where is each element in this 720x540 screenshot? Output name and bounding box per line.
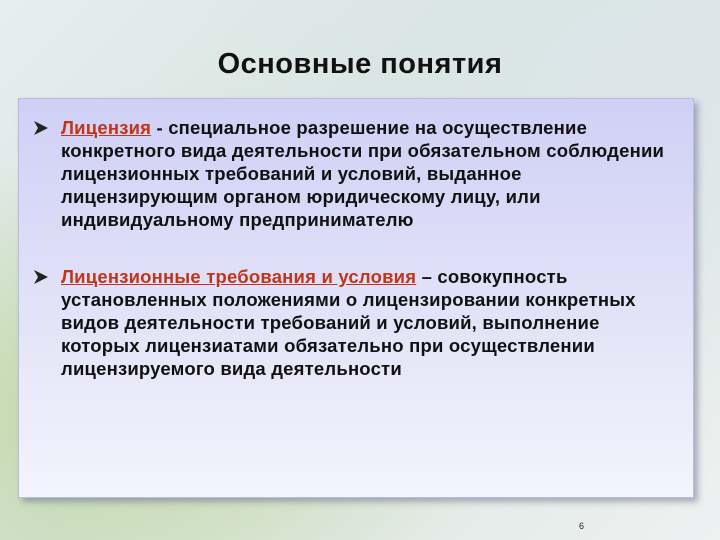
definition-text xyxy=(61,116,679,231)
slide-title: Основные понятия xyxy=(217,48,503,80)
definition-item-license xyxy=(33,116,679,231)
definition-item-requirements xyxy=(33,265,679,380)
arrowhead-bullet-icon xyxy=(33,265,61,290)
term-license: Лицензия xyxy=(61,117,152,138)
arrowhead-bullet-icon xyxy=(33,116,61,141)
page-number: 6 xyxy=(579,521,585,531)
definition-license: - специальное разрешение на осуществление конкретного вида деятельности при обязательном соблюдении лицензионных требований и условий, выданное лицензирующим органом юридическому лицу, или индивидуальному предпринимателю xyxy=(61,117,665,230)
definitions-panel xyxy=(18,98,694,498)
definition-text xyxy=(61,265,679,380)
term-license-requirements: Лицензионные требования и условия xyxy=(61,266,417,287)
definition-license-requirements: – совокупность установленных положениями о лицензировании конкретных видов деятельности требований и условий, выполнение которых лицензиатами обязательно при осуществлении лицензируемого вида деятельности xyxy=(61,266,636,379)
